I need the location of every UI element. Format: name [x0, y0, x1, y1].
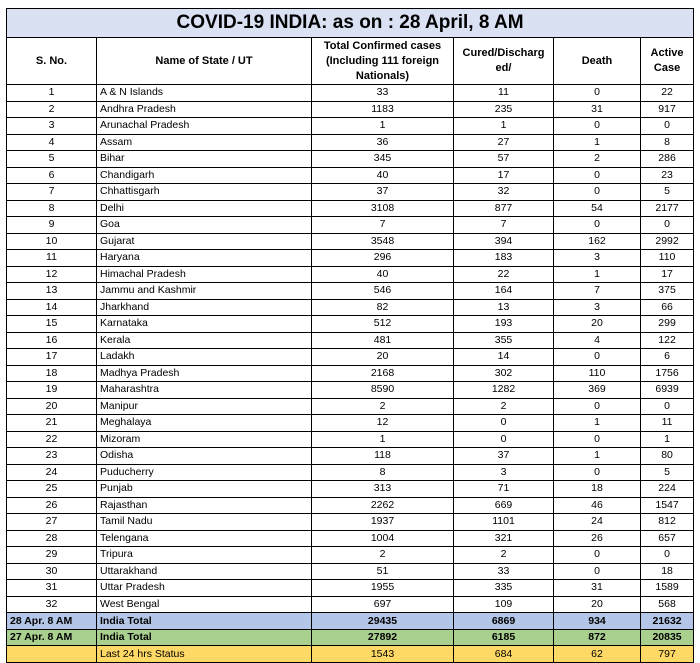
- table-row: [7, 101, 694, 118]
- cell-state: Tripura: [97, 547, 312, 564]
- total-row-28-april: [7, 613, 694, 630]
- cell-sno: 8: [7, 200, 97, 217]
- cell-cured: 877: [454, 200, 554, 217]
- cell-sno: 10: [7, 233, 97, 250]
- cell-cured: 37: [454, 448, 554, 465]
- cell-cured: 33: [454, 563, 554, 580]
- cell-state: Bihar: [97, 151, 312, 168]
- cell-cured: 355: [454, 332, 554, 349]
- cell-active: 5: [641, 464, 694, 481]
- cell-state: Ladakh: [97, 349, 312, 366]
- cell-active: 110: [641, 250, 694, 267]
- table-row: [7, 184, 694, 201]
- cell-death: 20: [554, 316, 641, 333]
- table-row: [7, 85, 694, 102]
- header-state: Name of State / UT: [97, 38, 312, 85]
- cell-sno: 29: [7, 547, 97, 564]
- table-row: [7, 514, 694, 531]
- table-row: [7, 365, 694, 382]
- cell-active: 6: [641, 349, 694, 366]
- cell-state: Rajasthan: [97, 497, 312, 514]
- cell-death: 31: [554, 101, 641, 118]
- cell-confirmed: 8: [312, 464, 454, 481]
- table-row: [7, 200, 694, 217]
- cell-death: 1: [554, 266, 641, 283]
- last-24-hrs-row: [7, 646, 694, 663]
- cell-cured: 71: [454, 481, 554, 498]
- table-row: [7, 118, 694, 135]
- cell-cured: 11: [454, 85, 554, 102]
- cell-confirmed: 40: [312, 266, 454, 283]
- cell-active: 0: [641, 398, 694, 415]
- last-24-cured: 684: [454, 646, 554, 663]
- table-row: [7, 266, 694, 283]
- cell-cured: 7: [454, 217, 554, 234]
- cell-death: 7: [554, 283, 641, 300]
- cell-confirmed: 33: [312, 85, 454, 102]
- cell-confirmed: 1004: [312, 530, 454, 547]
- cell-active: 375: [641, 283, 694, 300]
- table-row: [7, 382, 694, 399]
- cell-sno: 15: [7, 316, 97, 333]
- cell-state: Goa: [97, 217, 312, 234]
- cell-death: 369: [554, 382, 641, 399]
- cell-active: 812: [641, 514, 694, 531]
- cell-confirmed: 296: [312, 250, 454, 267]
- cell-active: 299: [641, 316, 694, 333]
- header-active: Active Case: [641, 38, 694, 85]
- cell-death: 1: [554, 134, 641, 151]
- total-27-date: 27 Apr. 8 AM: [7, 629, 97, 646]
- cell-state: Kerala: [97, 332, 312, 349]
- cell-cured: 302: [454, 365, 554, 382]
- cell-state: A & N Islands: [97, 85, 312, 102]
- cell-state: Telengana: [97, 530, 312, 547]
- cell-active: 18: [641, 563, 694, 580]
- table-row: [7, 563, 694, 580]
- cell-death: 0: [554, 398, 641, 415]
- cell-active: 568: [641, 596, 694, 613]
- cell-cured: 0: [454, 415, 554, 432]
- total-28-confirmed: 29435: [312, 613, 454, 630]
- table-row: [7, 431, 694, 448]
- cell-sno: 24: [7, 464, 97, 481]
- cell-cured: 183: [454, 250, 554, 267]
- cell-death: 31: [554, 580, 641, 597]
- header-confirmed: Total Confirmed cases (Including 111 foreign Nationals): [312, 38, 454, 85]
- cell-state: Jharkhand: [97, 299, 312, 316]
- cell-cured: 17: [454, 167, 554, 184]
- cell-death: 2: [554, 151, 641, 168]
- cell-active: 1589: [641, 580, 694, 597]
- total-27-cured: 6185: [454, 629, 554, 646]
- table-row: [7, 547, 694, 564]
- cell-state: Manipur: [97, 398, 312, 415]
- cell-sno: 17: [7, 349, 97, 366]
- cell-death: 162: [554, 233, 641, 250]
- cell-sno: 3: [7, 118, 97, 135]
- cell-sno: 13: [7, 283, 97, 300]
- header-sno: S. No.: [7, 38, 97, 85]
- cell-active: 122: [641, 332, 694, 349]
- cell-confirmed: 2262: [312, 497, 454, 514]
- cell-active: 5: [641, 184, 694, 201]
- cell-death: 0: [554, 118, 641, 135]
- cell-confirmed: 3548: [312, 233, 454, 250]
- state-rows: [7, 85, 694, 613]
- cell-active: 1547: [641, 497, 694, 514]
- table-row: [7, 283, 694, 300]
- cell-confirmed: 313: [312, 481, 454, 498]
- total-27-label: India Total: [97, 629, 312, 646]
- cell-sno: 19: [7, 382, 97, 399]
- cell-confirmed: 2: [312, 398, 454, 415]
- cell-death: 0: [554, 547, 641, 564]
- cell-sno: 5: [7, 151, 97, 168]
- covid-table-sheet: [6, 8, 693, 663]
- cell-cured: 13: [454, 299, 554, 316]
- total-28-date: 28 Apr. 8 AM: [7, 613, 97, 630]
- cell-state: Haryana: [97, 250, 312, 267]
- cell-state: West Bengal: [97, 596, 312, 613]
- cell-confirmed: 12: [312, 415, 454, 432]
- table-row: [7, 448, 694, 465]
- last-24-empty-cell: [7, 646, 97, 663]
- cell-sno: 27: [7, 514, 97, 531]
- cell-death: 24: [554, 514, 641, 531]
- cell-state: Odisha: [97, 448, 312, 465]
- cell-state: Gujarat: [97, 233, 312, 250]
- cell-sno: 22: [7, 431, 97, 448]
- table-row: [7, 580, 694, 597]
- total-27-confirmed: 27892: [312, 629, 454, 646]
- table-row: [7, 217, 694, 234]
- cell-death: 26: [554, 530, 641, 547]
- cell-confirmed: 512: [312, 316, 454, 333]
- cell-confirmed: 118: [312, 448, 454, 465]
- cell-cured: 335: [454, 580, 554, 597]
- cell-confirmed: 37: [312, 184, 454, 201]
- cell-sno: 12: [7, 266, 97, 283]
- table-row: [7, 233, 694, 250]
- cell-death: 46: [554, 497, 641, 514]
- table-row: [7, 299, 694, 316]
- header-cured: Cured/Discharged/: [454, 38, 554, 85]
- cell-active: 23: [641, 167, 694, 184]
- cell-active: 917: [641, 101, 694, 118]
- cell-sno: 4: [7, 134, 97, 151]
- cell-cured: 109: [454, 596, 554, 613]
- cell-confirmed: 20: [312, 349, 454, 366]
- header-row: [7, 38, 694, 85]
- table-row: [7, 332, 694, 349]
- cell-active: 0: [641, 217, 694, 234]
- cell-state: Chhattisgarh: [97, 184, 312, 201]
- cell-death: 110: [554, 365, 641, 382]
- cell-active: 22: [641, 85, 694, 102]
- cell-sno: 1: [7, 85, 97, 102]
- cell-state: Puducherry: [97, 464, 312, 481]
- covid-table: [6, 8, 694, 663]
- total-28-cured: 6869: [454, 613, 554, 630]
- table-row: [7, 316, 694, 333]
- cell-sno: 20: [7, 398, 97, 415]
- cell-active: 17: [641, 266, 694, 283]
- cell-cured: 57: [454, 151, 554, 168]
- cell-confirmed: 36: [312, 134, 454, 151]
- cell-confirmed: 1: [312, 118, 454, 135]
- cell-confirmed: 345: [312, 151, 454, 168]
- cell-death: 4: [554, 332, 641, 349]
- cell-death: 0: [554, 167, 641, 184]
- cell-active: 657: [641, 530, 694, 547]
- cell-active: 224: [641, 481, 694, 498]
- total-28-label: India Total: [97, 613, 312, 630]
- cell-active: 6939: [641, 382, 694, 399]
- cell-cured: 2: [454, 398, 554, 415]
- cell-active: 11: [641, 415, 694, 432]
- cell-state: Maharashtra: [97, 382, 312, 399]
- cell-cured: 321: [454, 530, 554, 547]
- cell-sno: 31: [7, 580, 97, 597]
- last-24-death: 62: [554, 646, 641, 663]
- cell-death: 54: [554, 200, 641, 217]
- cell-active: 2992: [641, 233, 694, 250]
- cell-cured: 394: [454, 233, 554, 250]
- cell-cured: 164: [454, 283, 554, 300]
- cell-cured: 2: [454, 547, 554, 564]
- cell-state: Mizoram: [97, 431, 312, 448]
- cell-sno: 2: [7, 101, 97, 118]
- cell-cured: 27: [454, 134, 554, 151]
- cell-confirmed: 481: [312, 332, 454, 349]
- cell-confirmed: 546: [312, 283, 454, 300]
- cell-confirmed: 1937: [312, 514, 454, 531]
- cell-cured: 235: [454, 101, 554, 118]
- cell-cured: 669: [454, 497, 554, 514]
- cell-state: Tamil Nadu: [97, 514, 312, 531]
- cell-confirmed: 1: [312, 431, 454, 448]
- cell-death: 0: [554, 217, 641, 234]
- cell-death: 1: [554, 415, 641, 432]
- cell-cured: 14: [454, 349, 554, 366]
- cell-state: Madhya Pradesh: [97, 365, 312, 382]
- cell-death: 0: [554, 85, 641, 102]
- cell-state: Meghalaya: [97, 415, 312, 432]
- cell-active: 1756: [641, 365, 694, 382]
- cell-death: 0: [554, 563, 641, 580]
- cell-death: 1: [554, 448, 641, 465]
- cell-confirmed: 7: [312, 217, 454, 234]
- table-row: [7, 464, 694, 481]
- cell-confirmed: 2168: [312, 365, 454, 382]
- cell-confirmed: 2: [312, 547, 454, 564]
- cell-sno: 21: [7, 415, 97, 432]
- last-24-confirmed: 1543: [312, 646, 454, 663]
- cell-death: 3: [554, 299, 641, 316]
- table-row: [7, 167, 694, 184]
- cell-cured: 22: [454, 266, 554, 283]
- header-death: Death: [554, 38, 641, 85]
- cell-active: 0: [641, 118, 694, 135]
- cell-cured: 1: [454, 118, 554, 135]
- cell-cured: 1282: [454, 382, 554, 399]
- last-24-active: 797: [641, 646, 694, 663]
- cell-state: Delhi: [97, 200, 312, 217]
- cell-sno: 23: [7, 448, 97, 465]
- cell-confirmed: 3108: [312, 200, 454, 217]
- cell-cured: 193: [454, 316, 554, 333]
- table-row: [7, 134, 694, 151]
- cell-state: Punjab: [97, 481, 312, 498]
- total-28-active: 21632: [641, 613, 694, 630]
- cell-sno: 11: [7, 250, 97, 267]
- cell-cured: 1101: [454, 514, 554, 531]
- cell-confirmed: 51: [312, 563, 454, 580]
- table-row: [7, 530, 694, 547]
- last-24-label: Last 24 hrs Status: [97, 646, 312, 663]
- cell-sno: 14: [7, 299, 97, 316]
- cell-sno: 28: [7, 530, 97, 547]
- cell-sno: 6: [7, 167, 97, 184]
- cell-sno: 18: [7, 365, 97, 382]
- cell-state: Jammu and Kashmir: [97, 283, 312, 300]
- table-row: [7, 349, 694, 366]
- cell-cured: 3: [454, 464, 554, 481]
- cell-sno: 9: [7, 217, 97, 234]
- cell-active: 66: [641, 299, 694, 316]
- cell-confirmed: 697: [312, 596, 454, 613]
- table-row: [7, 398, 694, 415]
- table-row: [7, 250, 694, 267]
- cell-state: Arunachal Pradesh: [97, 118, 312, 135]
- cell-death: 0: [554, 184, 641, 201]
- cell-active: 286: [641, 151, 694, 168]
- total-27-active: 20835: [641, 629, 694, 646]
- table-row: [7, 481, 694, 498]
- cell-confirmed: 1183: [312, 101, 454, 118]
- cell-sno: 32: [7, 596, 97, 613]
- table-row: [7, 596, 694, 613]
- cell-active: 2177: [641, 200, 694, 217]
- cell-confirmed: 1955: [312, 580, 454, 597]
- cell-active: 8: [641, 134, 694, 151]
- cell-sno: 26: [7, 497, 97, 514]
- cell-state: Assam: [97, 134, 312, 151]
- cell-death: 3: [554, 250, 641, 267]
- cell-state: Himachal Pradesh: [97, 266, 312, 283]
- cell-sno: 7: [7, 184, 97, 201]
- cell-death: 0: [554, 431, 641, 448]
- cell-active: 0: [641, 547, 694, 564]
- cell-state: Andhra Pradesh: [97, 101, 312, 118]
- cell-state: Uttar Pradesh: [97, 580, 312, 597]
- table-title: COVID-19 INDIA: as on : 28 April, 8 AM: [7, 9, 694, 38]
- cell-active: 80: [641, 448, 694, 465]
- cell-active: 1: [641, 431, 694, 448]
- cell-confirmed: 82: [312, 299, 454, 316]
- total-27-death: 872: [554, 629, 641, 646]
- table-row: [7, 415, 694, 432]
- cell-state: Chandigarh: [97, 167, 312, 184]
- cell-death: 18: [554, 481, 641, 498]
- cell-cured: 32: [454, 184, 554, 201]
- cell-death: 20: [554, 596, 641, 613]
- cell-confirmed: 8590: [312, 382, 454, 399]
- cell-cured: 0: [454, 431, 554, 448]
- cell-sno: 25: [7, 481, 97, 498]
- cell-state: Uttarakhand: [97, 563, 312, 580]
- cell-sno: 16: [7, 332, 97, 349]
- total-28-death: 934: [554, 613, 641, 630]
- cell-state: Karnataka: [97, 316, 312, 333]
- cell-death: 0: [554, 349, 641, 366]
- cell-sno: 30: [7, 563, 97, 580]
- table-row: [7, 151, 694, 168]
- table-row: [7, 497, 694, 514]
- total-row-27-april: [7, 629, 694, 646]
- cell-death: 0: [554, 464, 641, 481]
- cell-confirmed: 40: [312, 167, 454, 184]
